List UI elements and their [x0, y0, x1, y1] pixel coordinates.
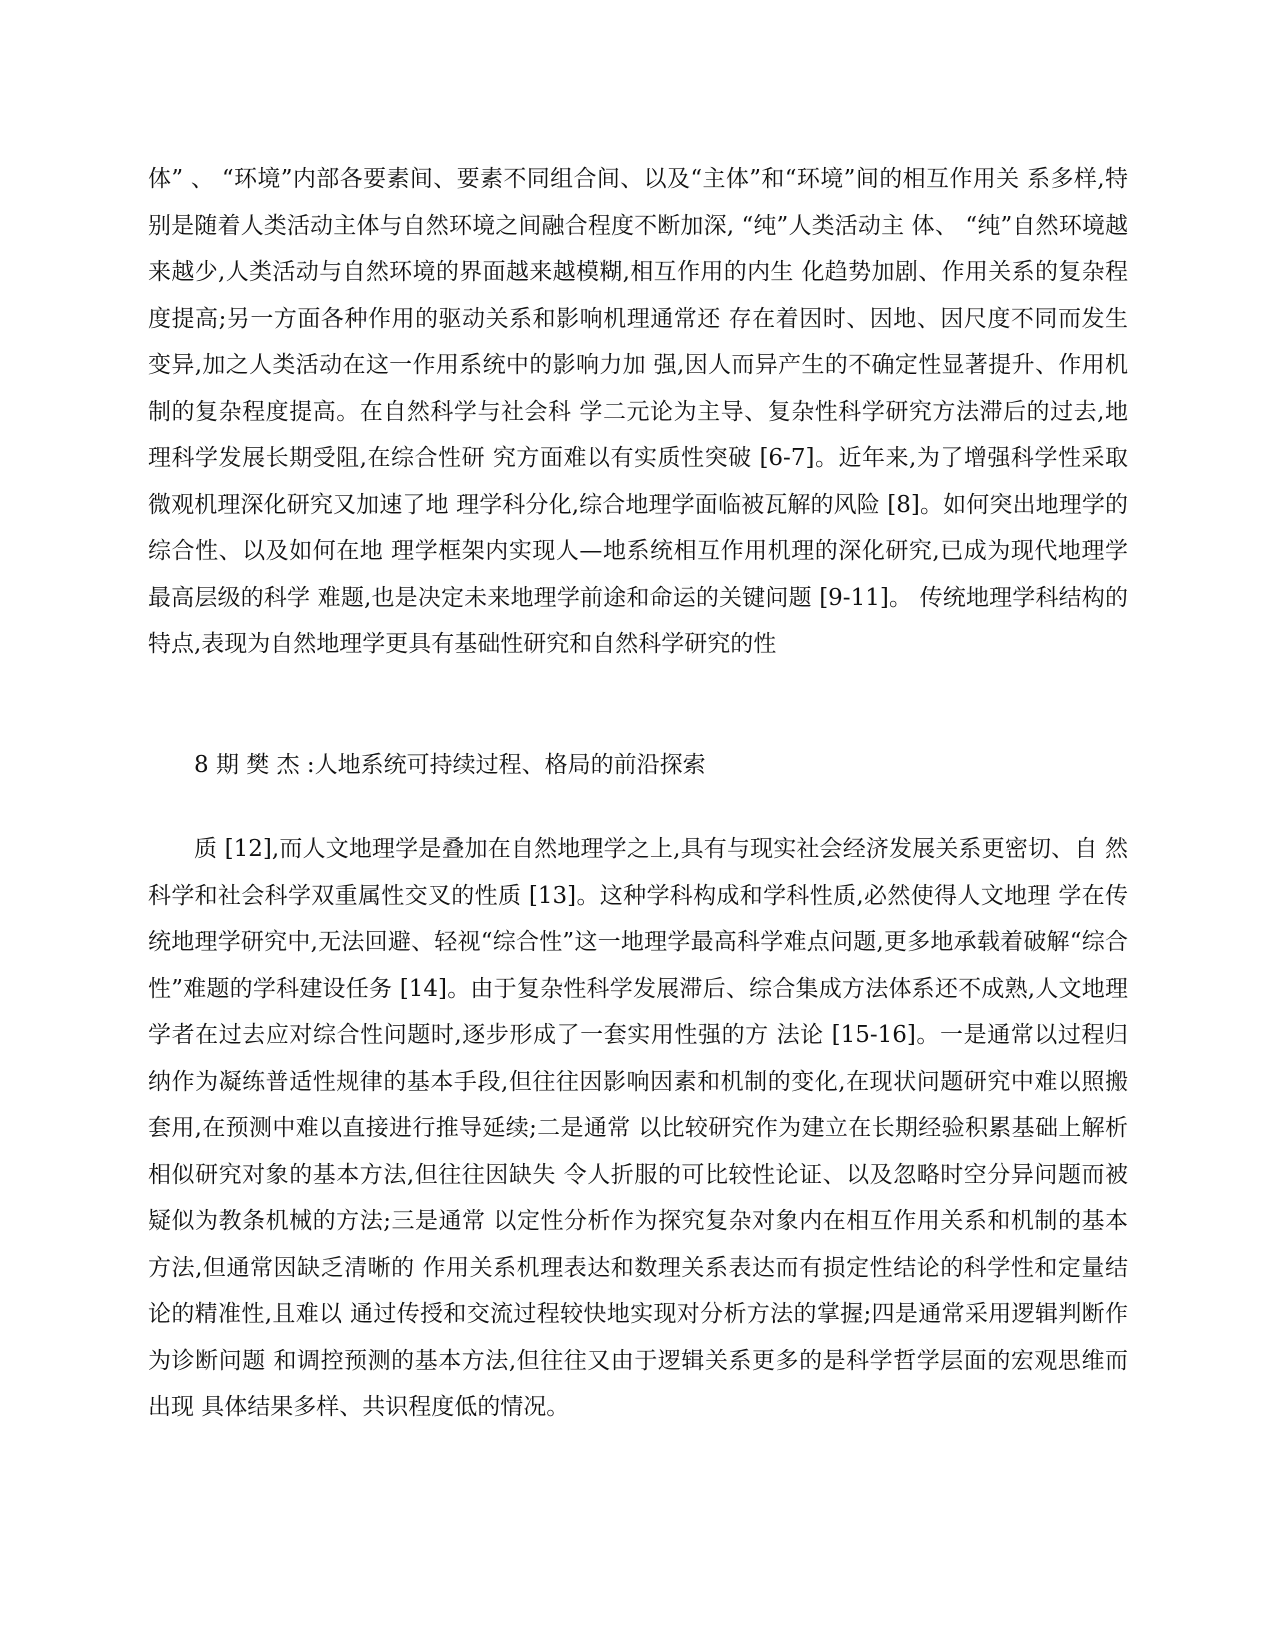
- body-paragraph: 质 [12],而人文地理学是叠加在自然地理学之上,具有与现实社会经济发展关系更密切、自 然科学和社会科学双重属性交叉的性质 [13]。这种学科构成和学科性质,必然使得人文地理 学在传统地理学研究中,无法回避、轻视“综合性”这一地理学最高科学难点问题,更多地承载着破解“综合性”难题的学科建设任务 [14]。由于复杂性科学发展滞后、综合集成方法体系还不成熟,人文地理学者在过去应对综合性问题时,逐步形成了一套实用性强的方 法论 [15-16]。一是通常以过程归纳作为凝练普适性规律的基本手段,但往往因影响因素和机制的变化,在现状问题研究中难以照搬套用,在预测中难以直接进行推导延续;二是通常 以比较研究作为建立在长期经验积累基础上解析相似研究对象的基本方法,但往往因缺失 令人折服的可比较性论证、以及忽略时空分异问题而被疑似为教条机械的方法;三是通常 以定性分析作为探究复杂对象内在相互作用关系和机制的基本方法,但通常因缺乏清晰的 作用关系机理表达和数理关系表达而有损定性结论的科学性和定量结论的精准性,且难以 通过传授和交流过程较快地实现对分析方法的掌握;四是通常采用逻辑判断作为诊断问题 和调控预测的基本方法,但往往又由于逻辑关系更多的是科学哲学层面的宏观思维而出现 具体结果多样、共识程度低的情况。: [148, 836, 1128, 1420]
- running-head: 8 期 樊 杰 :人地系统可持续过程、格局的前沿探索: [194, 752, 706, 778]
- body-paragraph-continued: 体” 、 “环境”内部各要素间、要素不同组合间、以及“主体”和“环境”间的相互作用关 系多样,特别是随着人类活动主体与自然环境之间融合程度不断加深, “纯”人类活动主 体、 “纯”自然环境越来越少,人类活动与自然环境的界面越来越模糊,相互作用的内生 化趋势加剧、作用关系的复杂程度提高;另一方面各种作用的驱动关系和影响机理通常还 存在着因时、因地、因尺度不同而发生变异,加之人类活动在这一作用系统中的影响力加 强,因人而异产生的不确定性显著提升、作用机制的复杂程度提高。在自然科学与社会科 学二元论为主导、复杂性科学研究方法滞后的过去,地理科学发展长期受阻,在综合性研 究方面难以有实质性突破 [6-7]。近年来,为了增强科学性采取微观机理深化研究又加速了地 理学科分化,综合地理学面临被瓦解的风险 [8]。如何突出地理学的综合性、以及如何在地 理学框架内实现人—地系统相互作用机理的深化研究,已成为现代地理学最高层级的科学 难题,也是决定未来地理学前途和命运的关键问题 [9-11]。 传统地理学科结构的特点,表现为自然地理学更具有基础性研究和自然科学研究的性: [148, 166, 1128, 657]
